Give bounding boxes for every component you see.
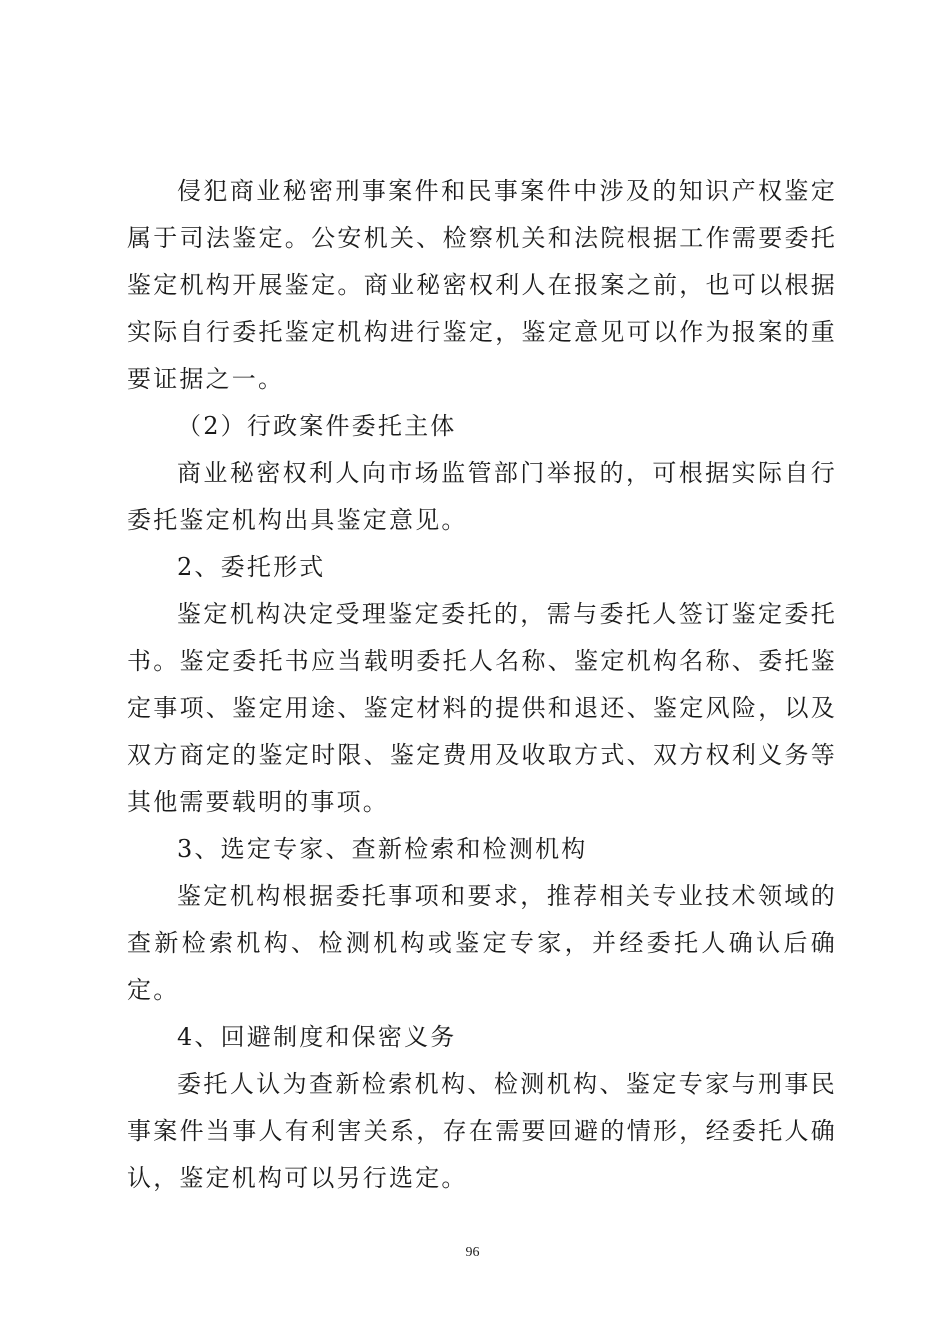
heading-select-experts: 3、选定专家、查新检索和检测机构 (177, 835, 588, 863)
heading-commission-form: 2、委托形式 (177, 553, 326, 581)
paragraph-market-supervision-report: 商业秘密权利人向市场监管部门举报的，可根据实际自行委托鉴定机构出具鉴定意见。 (127, 459, 837, 534)
heading-administrative-case-client: （2）行政案件委托主体 (177, 412, 457, 440)
heading-recusal-confidentiality: 4、回避制度和保密义务 (177, 1023, 457, 1051)
page-number: 96 (465, 1245, 480, 1260)
document-body (127, 168, 837, 1202)
paragraph-recusal-reselection: 委托人认为查新检索机构、检测机构、鉴定专家与刑事民事案件当事人有利害关系，存在需要回避的情形，经委托人确认，鉴定机构可以另行选定。 (127, 1070, 837, 1192)
paragraph-commission-agreement: 鉴定机构决定受理鉴定委托的，需与委托人签订鉴定委托书。鉴定委托书应当载明委托人名称、鉴定机构名称、委托鉴定事项、鉴定用途、鉴定材料的提供和退还、鉴定风险，以及双方商定的鉴定时限、鉴定费用及收取方式、双方权利义务等其他需要载明的事项。 (127, 600, 837, 816)
paragraph-judicial-appraisal: 侵犯商业秘密刑事案件和民事案件中涉及的知识产权鉴定属于司法鉴定。公安机关、检察机关和法院根据工作需要委托鉴定机构开展鉴定。商业秘密权利人在报案之前，也可以根据实际自行委托鉴定机构进行鉴定，鉴定意见可以作为报案的重要证据之一。 (127, 177, 837, 393)
paragraph-recommend-institutions: 鉴定机构根据委托事项和要求，推荐相关专业技术领域的查新检索机构、检测机构或鉴定专家，并经委托人确认后确定。 (127, 882, 837, 1004)
